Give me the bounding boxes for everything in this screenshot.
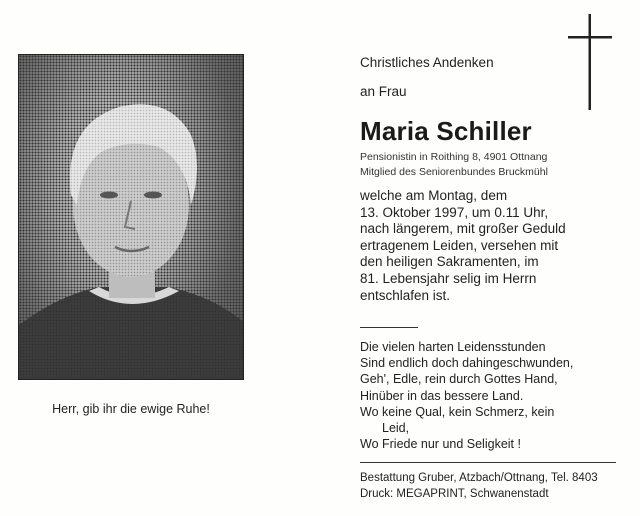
death-announcement <box>360 188 620 304</box>
announcement-line: 81. Lebensjahr selig im Herrn <box>360 270 537 286</box>
latin-cross-icon <box>568 14 612 110</box>
membership-line: Mitglied des Seniorenbundes Bruckmühl <box>360 166 548 178</box>
poem-line: Sind endlich doch dahingeschwunden, <box>360 356 574 371</box>
footer-divider <box>360 462 616 463</box>
residence-line: Pensionistin in Roithing 8, 4901 Ottnang <box>360 151 548 163</box>
portrait-silhouette <box>19 55 244 380</box>
poem-line: Die vielen harten Leidensstunden <box>360 340 546 354</box>
announcement-line: ertragenem Leiden, versehen mit <box>360 237 559 253</box>
portrait-photo <box>18 54 244 380</box>
memorial-poem <box>360 339 630 452</box>
deceased-name: Maria Schiller <box>360 116 532 146</box>
section-divider <box>360 327 418 328</box>
announcement-line: welche am Montag, dem <box>360 188 508 203</box>
announcement-line: 13. Oktober 1997, um 0.11 Uhr, <box>360 204 549 220</box>
intro-line-2: an Frau <box>360 84 407 99</box>
poem-line: Wo Friede nur und Seligkeit ! <box>360 437 521 452</box>
undertaker-line: Bestattung Gruber, Atzbach/Ottnang, Tel. 8403 <box>360 472 598 484</box>
poem-line: Wo keine Qual, kein Schmerz, kein <box>360 404 555 419</box>
photo-caption: Herr, gib ihr die ewige Ruhe! <box>52 402 210 416</box>
announcement-line: den heiligen Sakramenten, im <box>360 254 539 270</box>
printer-line: Druck: MEGAPRINT, Schwanenstadt <box>360 488 549 500</box>
poem-line: Hinüber in das bessere Land. <box>360 388 524 403</box>
intro-line-1: Christliches Andenken <box>360 55 494 70</box>
announcement-line: nach längerem, mit großer Geduld <box>360 221 566 237</box>
poem-line: Geh', Edle, rein durch Gottes Hand, <box>360 372 558 387</box>
announcement-line: entschlafen ist. <box>360 287 451 303</box>
poem-line: Leid, <box>382 421 410 436</box>
